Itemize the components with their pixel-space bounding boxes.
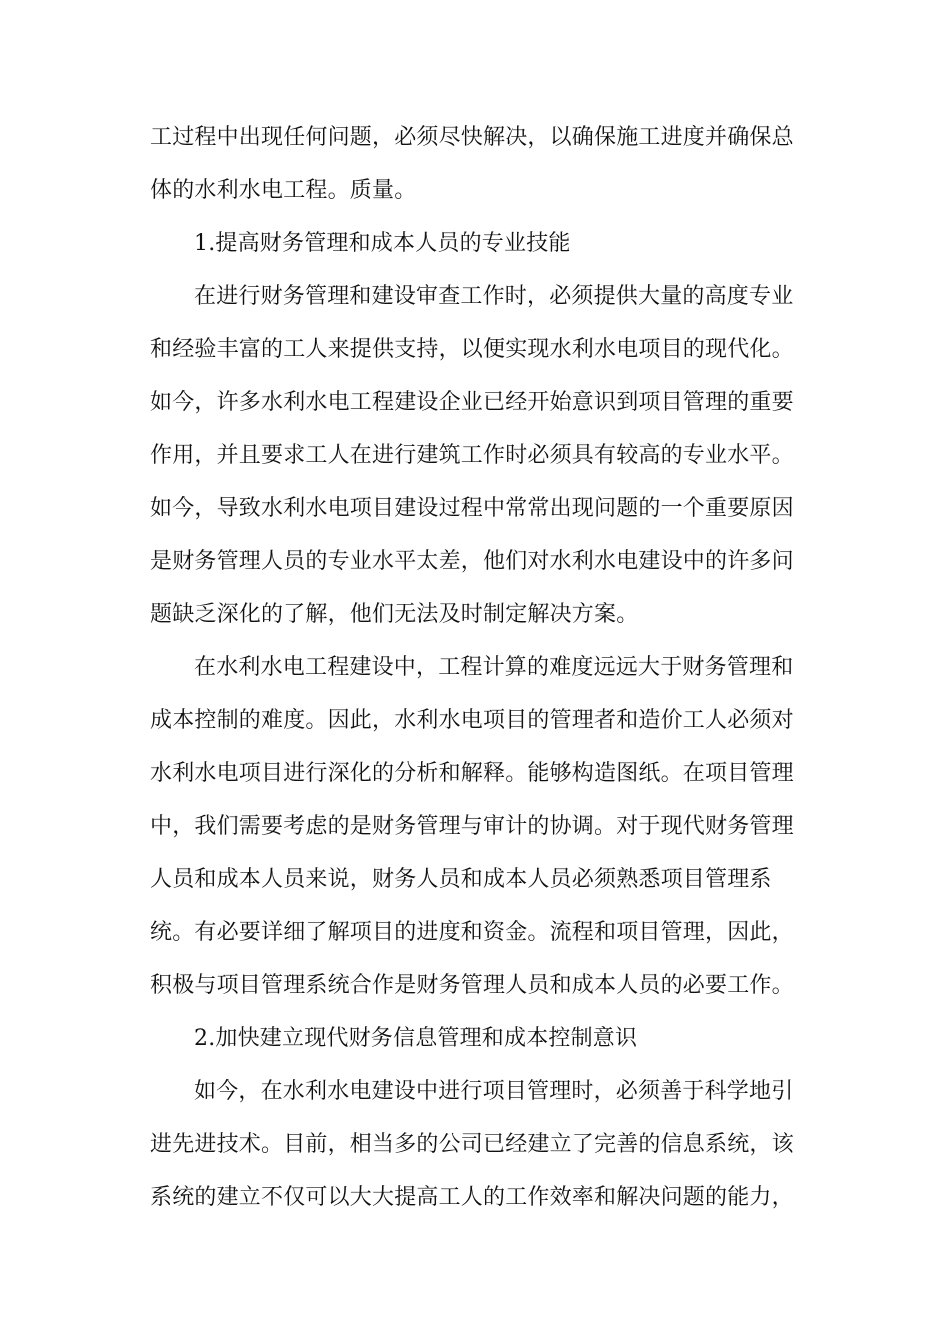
paragraph-line: 系统的建立不仅可以大大提高工人的工作效率和解决问题的能力， (150, 1185, 794, 1210)
paragraph-line: 积极与项目管理系统合作是财务管理人员和成本人员的必要工作。 (150, 973, 794, 998)
paragraph-line: 在水利水电工程建设中，工程计算的难度远远大于财务管理和 (194, 655, 794, 680)
paragraph-line: 中，我们需要考虑的是财务管理与审计的协调。对于现代财务管理 (150, 814, 794, 839)
paragraph-line: 成本控制的难度。因此，水利水电项目的管理者和造价工人必须对 (150, 708, 794, 733)
paragraph-line: 和经验丰富的工人来提供支持，以便实现水利水电项目的现代化。 (150, 337, 794, 362)
paragraph-line: 在进行财务管理和建设审查工作时，必须提供大量的高度专业 (194, 284, 794, 309)
paragraph-line: 工过程中出现任何问题，必须尽快解决，以确保施工进度并确保总 (150, 125, 794, 150)
paragraph-line: 人员和成本人员来说，财务人员和成本人员必须熟悉项目管理系 (150, 867, 772, 892)
paragraph-line: 体的水利水电工程。质量。 (150, 178, 417, 203)
paragraph-line: 作用，并且要求工人在进行建筑工作时必须具有较高的专业水平。 (150, 443, 794, 468)
paragraph-line: 是财务管理人员的专业水平太差，他们对水利水电建设中的许多问 (150, 549, 794, 574)
paragraph-line: 统。有必要详细了解项目的进度和资金。流程和项目管理，因此， (150, 920, 794, 945)
paragraph-line: 题缺乏深化的了解，他们无法及时制定解决方案。 (150, 602, 639, 627)
paragraph-line: 水利水电项目进行深化的分析和解释。能够构造图纸。在项目管理 (150, 761, 794, 786)
paragraph-line: 如今，在水利水电建设中进行项目管理时，必须善于科学地引 (194, 1079, 794, 1104)
paragraph-line: 进先进技术。目前，相当多的公司已经建立了完善的信息系统，该 (150, 1132, 794, 1157)
section-heading-1: 1.提高财务管理和成本人员的专业技能 (194, 231, 571, 256)
section-heading-2: 2.加快建立现代财务信息管理和成本控制意识 (194, 1026, 638, 1051)
paragraph-line: 如今，导致水利水电项目建设过程中常常出现问题的一个重要原因 (150, 496, 794, 521)
paragraph-line: 如今，许多水利水电工程建设企业已经开始意识到项目管理的重要 (150, 390, 794, 415)
